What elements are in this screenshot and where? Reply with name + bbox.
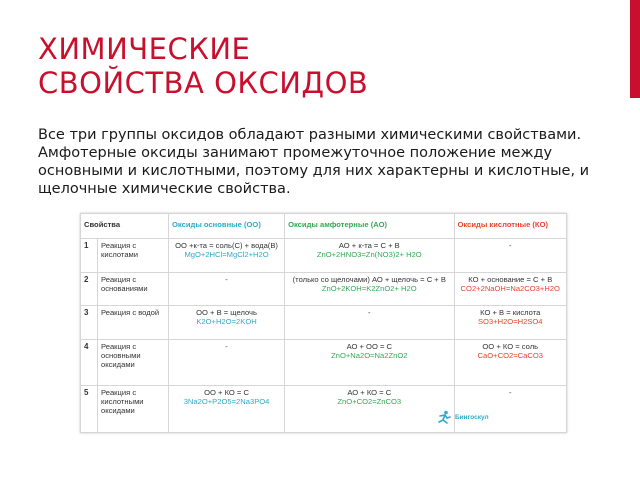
header-property: Свойства: [81, 214, 169, 239]
table-row: [81, 272, 567, 306]
row-property: Реакция с основными оксидами: [98, 339, 169, 386]
row-property: Реакция с кислотами: [98, 239, 169, 273]
cell-text: ОО + В = щелочь: [196, 308, 257, 318]
table-row: [81, 386, 567, 433]
table-row: [81, 306, 567, 340]
cell-text: АО + к-та = С + В: [338, 241, 400, 250]
oxide-properties-table: [80, 213, 567, 433]
runner-icon: [437, 410, 451, 424]
cell-formula: MgO+2HCl=MgCl2+H2O: [184, 250, 269, 259]
cell-formula: ZnO+2KOH=K2ZnO2+ H2O: [321, 283, 417, 293]
cell-text: КО + В = кислота: [480, 308, 541, 318]
accent-bar: [630, 0, 640, 98]
cell-text: ОО + КО = С: [204, 388, 249, 398]
title-line-1: ХИМИЧЕСКИЕ: [38, 32, 251, 66]
header-basic: Оксиды основные (ОО): [169, 214, 285, 239]
brand-logo: [437, 410, 489, 424]
cell-text: ОО +к-та = соль(С) + вода(В): [175, 241, 278, 250]
cell-formula: CaO+CO2=CaCO3: [477, 350, 543, 360]
cell-amphoteric: [285, 239, 454, 273]
cell-formula: ZnO+Na2O=Na2ZnO2: [331, 350, 408, 360]
cell-acidic: [454, 272, 567, 306]
cell-basic: [169, 306, 285, 340]
row-number: 4: [81, 339, 98, 386]
cell-basic: [169, 386, 285, 433]
cell-acidic: [454, 339, 567, 386]
cell-text: АО + ОО = С: [346, 341, 392, 351]
table-row: [81, 239, 567, 273]
cell-amphoteric: [285, 339, 454, 386]
properties-table: [80, 213, 567, 433]
cell-text: -: [368, 308, 371, 318]
row-number: 5: [81, 386, 98, 433]
row-number: 3: [81, 306, 98, 340]
cell-amphoteric: [285, 306, 454, 340]
cell-text: ОО + КО = соль: [482, 341, 539, 351]
row-property: Реакция с водой: [98, 306, 169, 340]
table-row: [81, 339, 567, 386]
cell-formula: ZnO+CO2=ZnCO3: [337, 397, 402, 407]
cell-amphoteric: [285, 386, 454, 433]
logo-text: Бингоскул: [455, 413, 489, 421]
header-acidic: Оксиды кислотные (КО): [454, 214, 567, 239]
body-paragraph: Все три группы оксидов обладают разными химическими свойствами. Амфотерные оксиды занимают промежуточное положение между основными и кислотными, поэтому для них характерны и кислотные, и щелочные химические свойства.: [38, 127, 590, 197]
cell-basic: [169, 339, 285, 386]
table-header-row: [81, 214, 567, 239]
cell-text: АО + КО = С: [347, 388, 392, 398]
cell-basic: [169, 239, 285, 273]
cell-formula: CO2+2NaOH=Na2CO3+H2O: [460, 283, 560, 293]
cell-acidic: [454, 239, 567, 273]
cell-text: -: [508, 241, 512, 250]
cell-amphoteric: [285, 272, 454, 306]
row-property: Реакция с кислотными оксидами: [98, 386, 169, 433]
cell-text: -: [508, 388, 512, 398]
header-amphoteric: Оксиды амфотерные (АО): [285, 214, 454, 239]
cell-text: -: [225, 274, 228, 284]
row-property: Реакция с основаниями: [98, 272, 169, 306]
title-line-2: СВОЙСТВА ОКСИДОВ: [38, 66, 369, 100]
cell-basic: [169, 272, 285, 306]
cell-formula: 3Na2O+P2O5=2Na3PO4: [183, 397, 270, 407]
cell-formula: ZnO+2HNO3=Zn(NO3)2+ H2O: [316, 250, 422, 259]
cell-acidic: [454, 306, 567, 340]
cell-text: -: [225, 341, 228, 351]
page-title: [38, 32, 368, 100]
cell-text: КО + основание = С + В: [468, 274, 553, 284]
row-number: 2: [81, 272, 98, 306]
row-number: 1: [81, 239, 98, 273]
cell-formula: SO3+H2O=H2SO4: [477, 317, 543, 327]
cell-formula: K2O+H2O=2KOH: [196, 317, 257, 327]
cell-text: (только со щелочами) АО + щелочь = С + В: [292, 274, 446, 284]
